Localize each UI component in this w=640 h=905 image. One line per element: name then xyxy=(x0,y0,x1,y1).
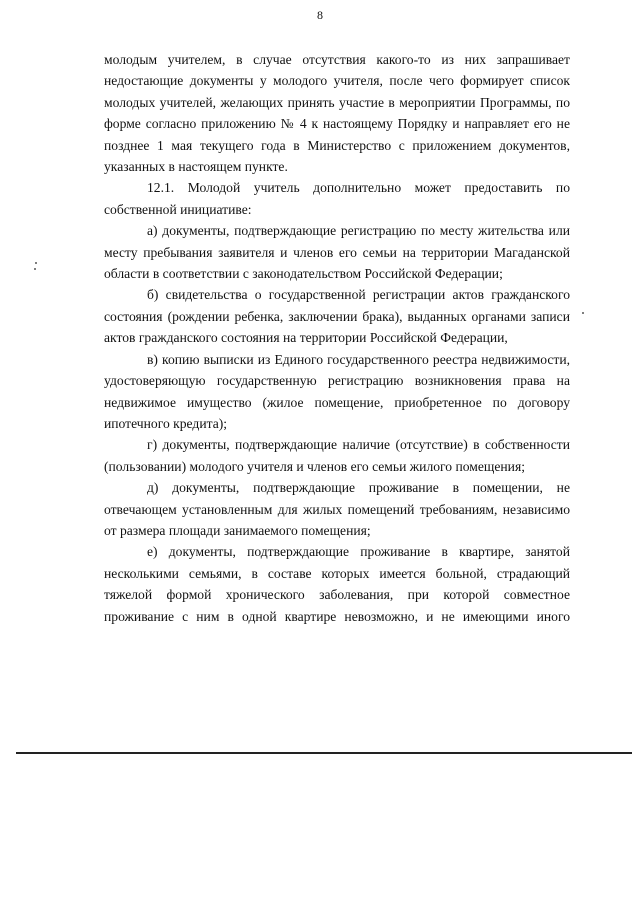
paragraph-item-e: е) документы, подтверждающие проживание в квартире, занятой несколькими семьями, в составе которых имеется больной, страдающий тяжелой формой хронического заболевания, при которой совместное проживание с ним в одной квартире невозможно, и не имеющими иного xyxy=(104,544,570,624)
scan-speck xyxy=(34,268,36,270)
scan-speck xyxy=(582,312,584,314)
paragraph-continuation: молодым учителем, в случае отсутствия какого-то из них запрашивает недостающие документы у молодого учителя, после чего формирует список молодых учителей, желающих принять участие в мероприятии Программы, по форме согласно приложению № 4 к настоящему Порядку и направляет его не позднее 1 мая текущего года в Министерство с приложением документов, указанных в настоящем пункте. xyxy=(104,52,570,175)
scan-speck xyxy=(35,262,37,264)
paragraph-item-d: д) документы, подтверждающие проживание в помещении, не отвечающем установленным для жилых помещений требованиям, независимо от размера площади занимаемого помещения; xyxy=(104,480,570,538)
document-body xyxy=(104,49,570,627)
page-number: 8 xyxy=(317,8,323,22)
paragraph-item-g: г) документы, подтверждающие наличие (отсутствие) в собственности (пользовании) молодого учителя и членов его семьи жилого помещения; xyxy=(104,437,570,474)
paragraph-12-1: 12.1. Молодой учитель дополнительно может предоставить по собственной инициативе: xyxy=(104,180,570,217)
page-bottom-rule xyxy=(16,752,632,754)
paragraph-item-v: в) копию выписки из Единого государственного реестра недвижимости, удостоверяющую государственную регистрацию возникновения права на недвижимое имущество (жилое помещение, приобретенное по договору ипотечного кредита); xyxy=(104,351,570,431)
paragraph-item-b: б) свидетельства о государственной регистрации актов гражданского состояния (рождении ребенка, заключении брака), выданных органами записи актов гражданского состояния на территории Российской Федерации, xyxy=(104,287,570,346)
paragraph-item-a: а) документы, подтверждающие регистрацию по месту жительства или месту пребывания заявителя и членов его семьи на территории Магаданской области в соответствии с законодательством Российской Федерации; xyxy=(104,223,570,282)
